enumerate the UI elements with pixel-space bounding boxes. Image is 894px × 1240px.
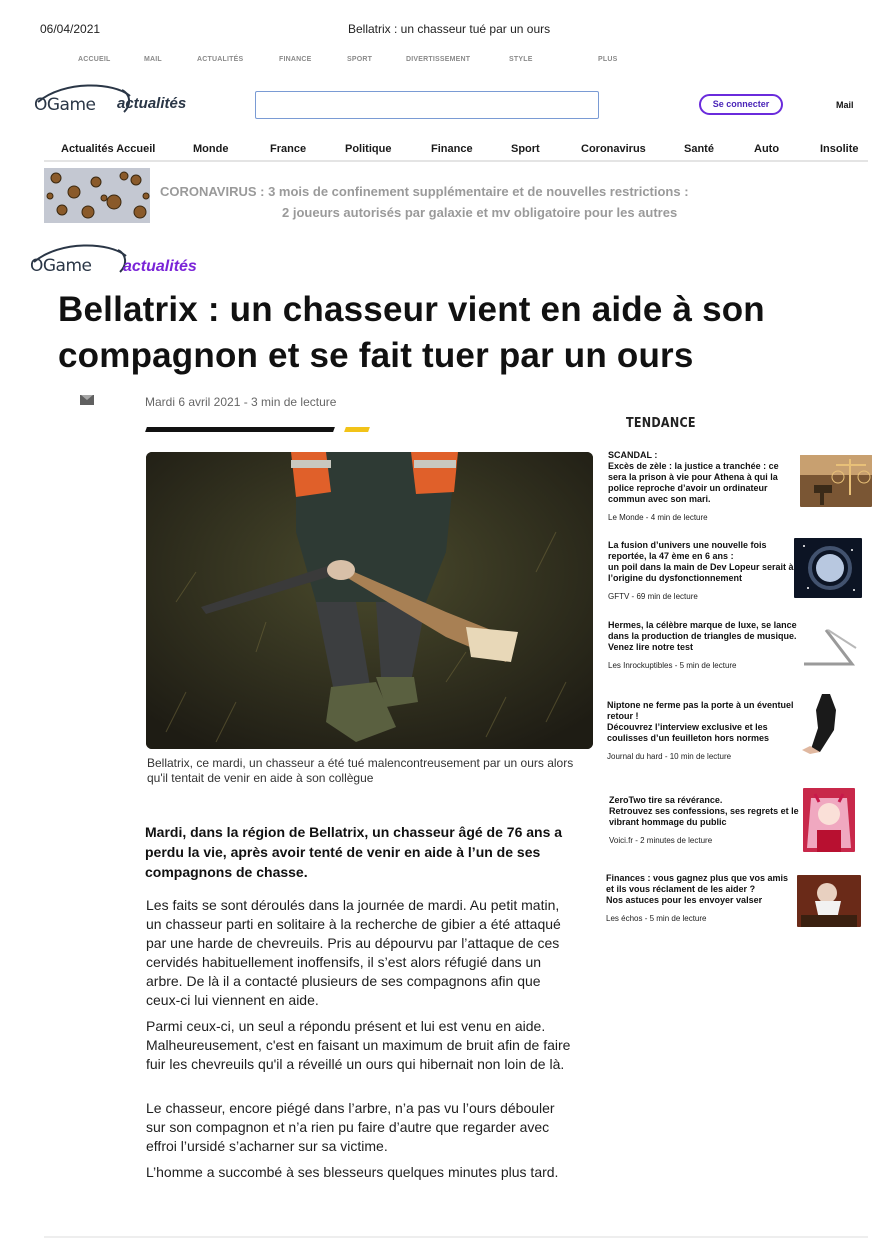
logo-section-2: actualités — [123, 258, 197, 275]
trend-title[interactable]: Hermes, la célèbre marque de luxe, se lance dans la production de triangles de musique. Venez lire notre test — [608, 620, 797, 652]
trend-thumb-space[interactable] — [794, 538, 862, 598]
trend-item[interactable] — [608, 620, 798, 670]
trend-item[interactable] — [608, 540, 798, 601]
cat-sante[interactable]: Santé — [684, 143, 714, 155]
topnav-mail[interactable]: MAIL — [144, 56, 162, 63]
cat-insolite[interactable]: Insolite — [820, 143, 859, 155]
cat-coronavirus[interactable]: Coronavirus — [581, 143, 646, 155]
trend-source: Les Inrockuptibles - 5 min de lecture — [608, 661, 737, 670]
hunter-illustration — [146, 452, 593, 749]
site-logo[interactable] — [34, 84, 204, 118]
trend-title[interactable]: Finances : vous gagnez plus que vos amis et ils vous réclament de les aider ? Nos astuces pour les envoyer valser — [606, 873, 789, 905]
trend-item[interactable] — [609, 795, 799, 845]
trend-title[interactable]: Niptone ne ferme pas la porte à un éventuel retour ! Découvrez l’interview exclusive et les coulisses d’un feuilleton hors normes — [607, 700, 794, 743]
topnav-style[interactable]: STYLE — [509, 56, 533, 63]
footer-divider — [44, 1236, 868, 1238]
article-title: Bellatrix : un chasseur vient en aide à son compagnon et se fait tuer par un ours — [58, 290, 765, 375]
trend-thumb-finances[interactable] — [797, 875, 861, 927]
print-date: 06/04/2021 — [40, 22, 101, 36]
cat-monde[interactable]: Monde — [193, 143, 229, 155]
topnav-plus[interactable]: PLUS — [598, 56, 618, 63]
trend-item[interactable] — [607, 700, 797, 761]
mail-link[interactable]: Mail — [836, 100, 854, 110]
divider-black — [145, 427, 335, 432]
trend-title[interactable]: ZeroTwo tire sa révérance. Retrouvez ses confessions, ses regrets et le vibrant hommage du public — [609, 795, 799, 827]
article-paragraph: L’homme a succombé à ses blesseurs quelques minutes plus tard. — [146, 1164, 559, 1180]
trend-title[interactable]: SCANDAL : Excès de zèle : la justice a tranchée : ce sera la prison à vie pour Athena à qui la police reproche d’avoir un ordinateur commun avec son mari. — [608, 450, 779, 504]
article-paragraph: Le chasseur, encore piégé dans l’arbre, n’a pas vu l’ours débouler sur son compagnon et n’a rien pu faire d’autre que regarder avec effroi l’ursidé s’acharner sur sa victime. — [146, 1100, 555, 1154]
virus-illustration — [44, 168, 150, 223]
triangle-instrument-image — [798, 624, 860, 672]
cat-accueil[interactable]: Actualités Accueil — [61, 143, 156, 155]
section-logo[interactable] — [30, 242, 220, 278]
old-man-image — [797, 875, 861, 927]
trend-thumb-justice[interactable] — [800, 455, 872, 507]
anime-character-image — [803, 788, 855, 852]
cat-finance[interactable]: Finance — [431, 143, 473, 155]
trend-item[interactable] — [606, 873, 796, 923]
trend-thumb-zerotwo[interactable] — [803, 788, 855, 852]
trend-source: Le Monde - 4 min de lecture — [608, 513, 708, 522]
article-paragraph: Les faits se sont déroulés dans la journée de mardi. Au petit matin, un chasseur parti en solitaire à la recherche de gibier a été attaqué par une harde de chevreuils. Pris au dépourvu par l’attaque de ces cervidés habituellement inoffensifs, il s’est alors réfugié dans un arbre. De là il a contacté plusieurs de ses compagnons afin que ceux-ci lui viennent en aide. — [146, 897, 561, 1008]
trend-source: Voici.fr - 2 minutes de lecture — [609, 836, 713, 845]
category-nav — [44, 140, 868, 162]
justice-image — [800, 455, 872, 507]
top-nav — [0, 56, 894, 66]
tendance-heading: TENDANCE — [626, 416, 696, 431]
logo-brand-2: OGame — [30, 256, 92, 276]
trend-source: GFTV - 69 min de lecture — [608, 592, 698, 601]
article-paragraph: Parmi ceux-ci, un seul a répondu présent et lui est venu en aide. Malheureusement, c'est en faisant un maximum de bruit afin de faire fuir les chevreuils qu'il a réveillé un ours qui hibernait non loin de là. — [146, 1018, 571, 1072]
article-photo — [146, 452, 593, 749]
print-title: Bellatrix : un chasseur tué par un ours — [348, 22, 551, 36]
topnav-sport[interactable]: SPORT — [347, 56, 373, 63]
topnav-actualites[interactable]: ACTUALITÉS — [197, 56, 244, 63]
topnav-divertissement[interactable]: DIVERTISSEMENT — [406, 56, 471, 63]
photo-caption: Bellatrix, ce mardi, un chasseur a été tué malencontreusement par un ours alors qu'il tentait de venir en aide à son collègue — [147, 756, 574, 785]
trend-title[interactable]: La fusion d’univers une nouvelle fois reportée, la 47 ème en 6 ans : un poil dans la main de Dev Lopeur serait à l’origine du dysfonctionnement — [608, 540, 794, 583]
alert-headline-1[interactable]: CORONAVIRUS : 3 mois de confinement supplémentaire et de nouvelles restrictions : — [160, 184, 689, 199]
trend-source: Journal du hard - 10 min de lecture — [607, 752, 732, 761]
galaxy-image — [794, 538, 862, 598]
logo-brand: OGame — [34, 95, 96, 115]
logo-section: actualités — [117, 95, 187, 112]
topnav-accueil[interactable]: ACCUEIL — [78, 56, 111, 63]
article-lead: Mardi, dans la région de Bellatrix, un chasseur âgé de 76 ans a perdu la vie, après avoir tenté de venir en aide à l’un de ses compagnons de chasse. — [145, 824, 563, 880]
alert-headline-2[interactable]: 2 joueurs autorisés par galaxie et mv obligatoire pour les autres — [282, 205, 678, 220]
article-meta: Mardi 6 avril 2021 - 3 min de lecture — [145, 395, 337, 409]
topnav-finance[interactable]: FINANCE — [279, 56, 312, 63]
divider-yellow — [344, 427, 370, 432]
cat-auto[interactable]: Auto — [754, 143, 780, 155]
trend-source: Les échos - 5 min de lecture — [606, 914, 707, 923]
cat-france[interactable]: France — [270, 143, 307, 155]
trend-thumb-glove[interactable] — [800, 690, 846, 754]
cat-politique[interactable]: Politique — [345, 143, 392, 155]
signin-button[interactable]: Se connecter — [699, 94, 783, 115]
mail-share-icon[interactable] — [80, 395, 94, 405]
glove-image — [800, 690, 846, 754]
cat-sport[interactable]: Sport — [511, 143, 540, 155]
trend-thumb-triangle[interactable] — [798, 624, 860, 672]
search-input[interactable] — [255, 91, 599, 119]
trend-item[interactable] — [608, 450, 798, 522]
virus-image[interactable] — [44, 168, 150, 223]
